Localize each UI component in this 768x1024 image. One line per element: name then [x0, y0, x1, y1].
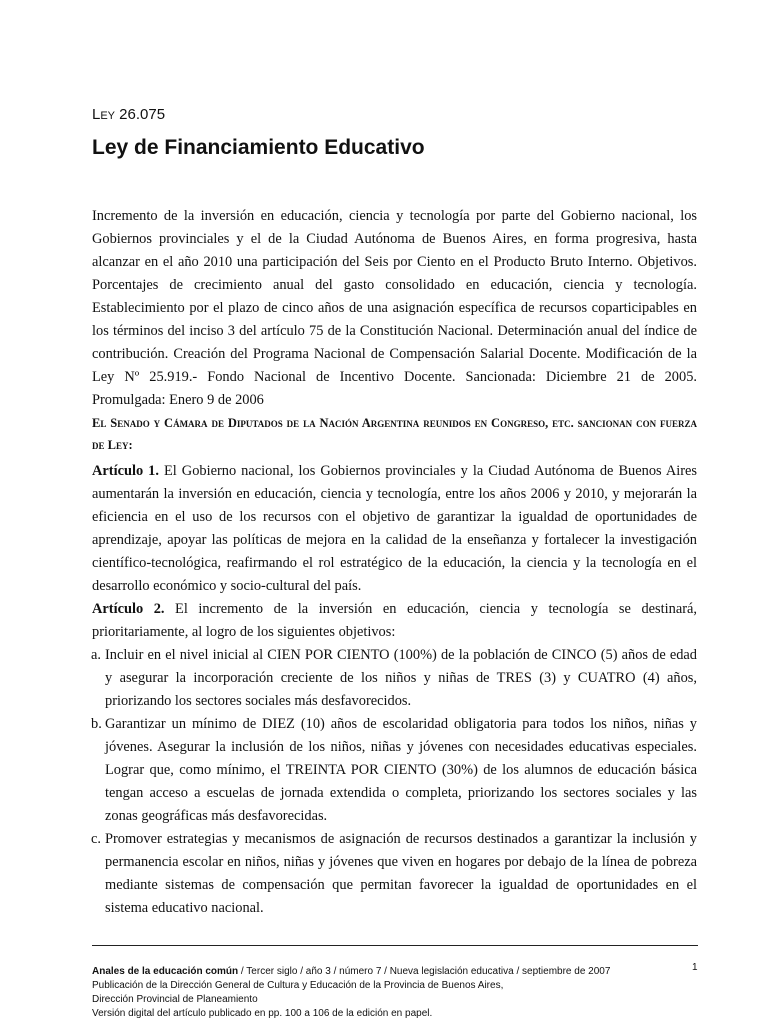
footer-edition-note: Versión digital del artículo publicado en pp. 100 a 106 de la edición en papel. [92, 1008, 433, 1019]
list-item-text: Promover estrategias y mecanismos de asignación de recursos destinados a garantizar la inclusión y permanencia escolar en niños, niñas y jóvenes que viven en hogares por debajo de la línea de pobreza mediante sistemas de compensación que permitan favorecer la igualdad de oportunidades en el sistema educativo nacional. [105, 831, 697, 916]
page-number: 1 [692, 962, 698, 973]
list-marker: b. [91, 716, 102, 732]
objectives-list [92, 644, 697, 920]
footer-department: Dirección Provincial de Planeamiento [92, 994, 258, 1005]
article-1 [92, 460, 697, 598]
article-text: El Gobierno nacional, los Gobiernos provinciales y la Ciudad Autónoma de Buenos Aires aumentarán la inversión en educación, ciencia y tecnología, entre los años 2006 y 2010, y mejorarán la eficiencia en el uso de los recursos con el objetivo de garantizar la igualdad de oportunidades de aprendizaje, apoyar las políticas de mejora en la calidad de la enseñanza y fortalecer la investigación científico-tecnológica, reafirmando el rol estratégico de la educación, la ciencia y la tecnología en el desarrollo económico y socio-cultural del país. [92, 463, 698, 594]
list-item [92, 828, 697, 920]
footer [92, 965, 672, 1021]
list-item-text: Garantizar un mínimo de DIEZ (10) años de escolaridad obligatoria para todos los niños, niñas y jóvenes. Asegurar la inclusión de los niños, niñas y jóvenes con necesidades educativas especiales. Lograr que, como mínimo, el TREINTA POR CIENTO (30%) de los alumnos de educación básica tengan acceso a escuelas de jornada extendida o completa, priorizando los sectores sociales y las zonas geográficas más desfavorecidas. [105, 716, 697, 824]
list-marker: a. [91, 647, 101, 663]
law-number: Ley 26.075 [92, 106, 166, 123]
article-2 [92, 598, 697, 644]
list-item [92, 644, 697, 713]
enacting-clause: El Senado y Cámara de Diputados de la Nación Argentina reunidos en Congreso, etc. sancionan con fuerza de Ley: [92, 416, 697, 452]
footer-citation [92, 965, 672, 979]
footer-publisher: Publicación de la Dirección General de Cultura y Educación de la Provincia de Buenos Aires, [92, 980, 504, 991]
footer-divider [92, 945, 698, 946]
list-item [92, 713, 697, 828]
law-summary: Incremento de la inversión en educación, ciencia y tecnología por parte del Gobierno nacional, los Gobiernos provinciales y el de la Ciudad Autónoma de Buenos Aires, en forma progresiva, hasta alcanzar en el año 2010 una participación del Seis por Ciento en el Producto Bruto Interno. Objetivos. Porcentajes de crecimiento anual del gasto consolidado en educación, ciencia y tecnología. Establecimiento por el plazo de cinco años de una asignación específica de recursos coparticipables en los términos del inciso 3 del artículo 75 de la Constitución Nacional. Determinación anual del índice de contribución. Creación del Programa Nacional de Compensación Salarial Docente. Modificación de la Ley Nº 25.919.- Fondo Nacional de Incentivo Docente. Sancionada: Diciembre 21 de 2005. Promulgada: Enero 9 de 2006 [92, 208, 697, 408]
articles-section [92, 460, 697, 920]
list-item-text: Incluir en el nivel inicial al CIEN POR CIENTO (100%) de la población de CINCO (5) años de edad y asegurar la incorporación creciente de los niños y niñas de TRES (3) y CUATRO (4) años, priorizando los sectores sociales más desfavorecidos. [105, 647, 697, 709]
article-text: El incremento de la inversión en educación, ciencia y tecnología se destinará, prioritariamente, al logro de los siguientes objetivos: [92, 601, 697, 640]
journal-name: Anales de la educación común [92, 966, 239, 977]
law-title: Ley de Financiamiento Educativo [92, 136, 425, 159]
list-marker: c. [91, 831, 101, 847]
article-label: Artículo 2. [92, 601, 165, 617]
article-label: Artículo 1. [92, 463, 159, 479]
journal-issue: / Tercer siglo / año 3 / número 7 / Nueva legislación educativa / septiembre de 2007 [238, 966, 611, 977]
